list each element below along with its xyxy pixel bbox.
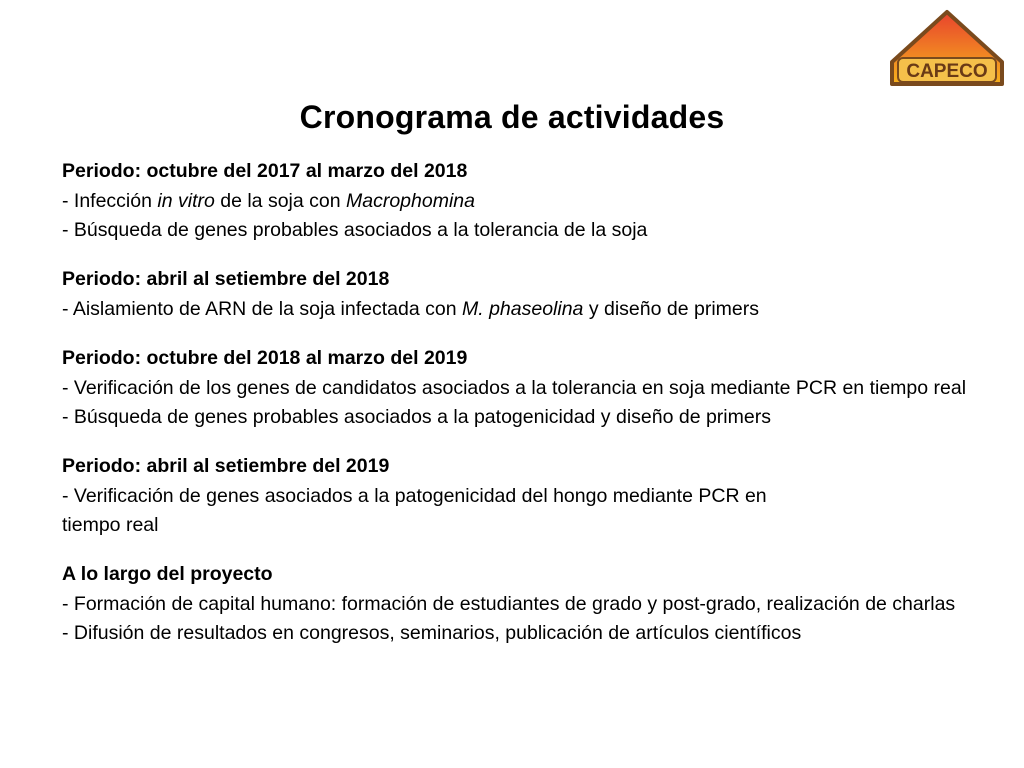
schedule-content bbox=[62, 160, 992, 645]
activity-text-italic: in vitro bbox=[157, 190, 215, 212]
schedule-section bbox=[62, 455, 992, 537]
activity-text-italic: Macrophomina bbox=[346, 190, 475, 212]
activity-item bbox=[62, 190, 992, 213]
activity-text: de la soja con bbox=[214, 190, 346, 212]
activity-item bbox=[62, 593, 992, 616]
capeco-logo bbox=[884, 8, 1010, 92]
logo-text: CAPECO bbox=[906, 61, 988, 82]
activity-text: - Formación de capital humano: formación de estudiantes de grado y post-grado, realización de charlas bbox=[62, 593, 956, 615]
activity-text: - Aislamiento de ARN de la soja infectada con bbox=[62, 298, 462, 320]
activity-text: - Verificación de genes asociados a la patogenicidad del hongo mediante PCR en bbox=[62, 485, 767, 507]
activity-text-italic: M. phaseolina bbox=[461, 298, 584, 320]
page-title: Cronograma de actividades bbox=[299, 99, 725, 136]
activity-item bbox=[62, 219, 992, 242]
schedule-section bbox=[62, 160, 992, 242]
activity-text: - Búsqueda de genes probables asociados a la patogenicidad y diseño de primers bbox=[62, 406, 771, 428]
activity-item bbox=[62, 514, 992, 537]
schedule-section bbox=[62, 563, 992, 645]
period-heading: Periodo: abril al setiembre del 2019 bbox=[62, 455, 390, 477]
period-heading: Periodo: octubre del 2017 al marzo del 2018 bbox=[62, 160, 468, 182]
period-heading: A lo largo del proyecto bbox=[62, 563, 273, 585]
activity-text: - Difusión de resultados en congresos, seminarios, publicación de artículos científicos bbox=[62, 622, 802, 644]
activity-text: - Infección bbox=[62, 190, 158, 212]
activity-text: - Búsqueda de genes probables asociados a la tolerancia de la soja bbox=[62, 219, 648, 241]
activity-item bbox=[62, 406, 992, 429]
period-heading: Periodo: abril al setiembre del 2018 bbox=[62, 268, 390, 290]
activity-text: - Verificación de los genes de candidatos asociados a la tolerancia en soja mediante PCR en tiempo real bbox=[62, 377, 967, 399]
schedule-section bbox=[62, 347, 992, 429]
period-heading: Periodo: octubre del 2018 al marzo del 2019 bbox=[62, 347, 468, 369]
activity-item bbox=[62, 622, 992, 645]
activity-text: y diseño de primers bbox=[583, 298, 759, 320]
schedule-section bbox=[62, 268, 992, 321]
activity-item bbox=[62, 298, 992, 321]
activity-item bbox=[62, 485, 992, 508]
capeco-logo-graphic bbox=[884, 8, 1010, 92]
activity-text: tiempo real bbox=[62, 514, 159, 536]
activity-item bbox=[62, 377, 992, 400]
